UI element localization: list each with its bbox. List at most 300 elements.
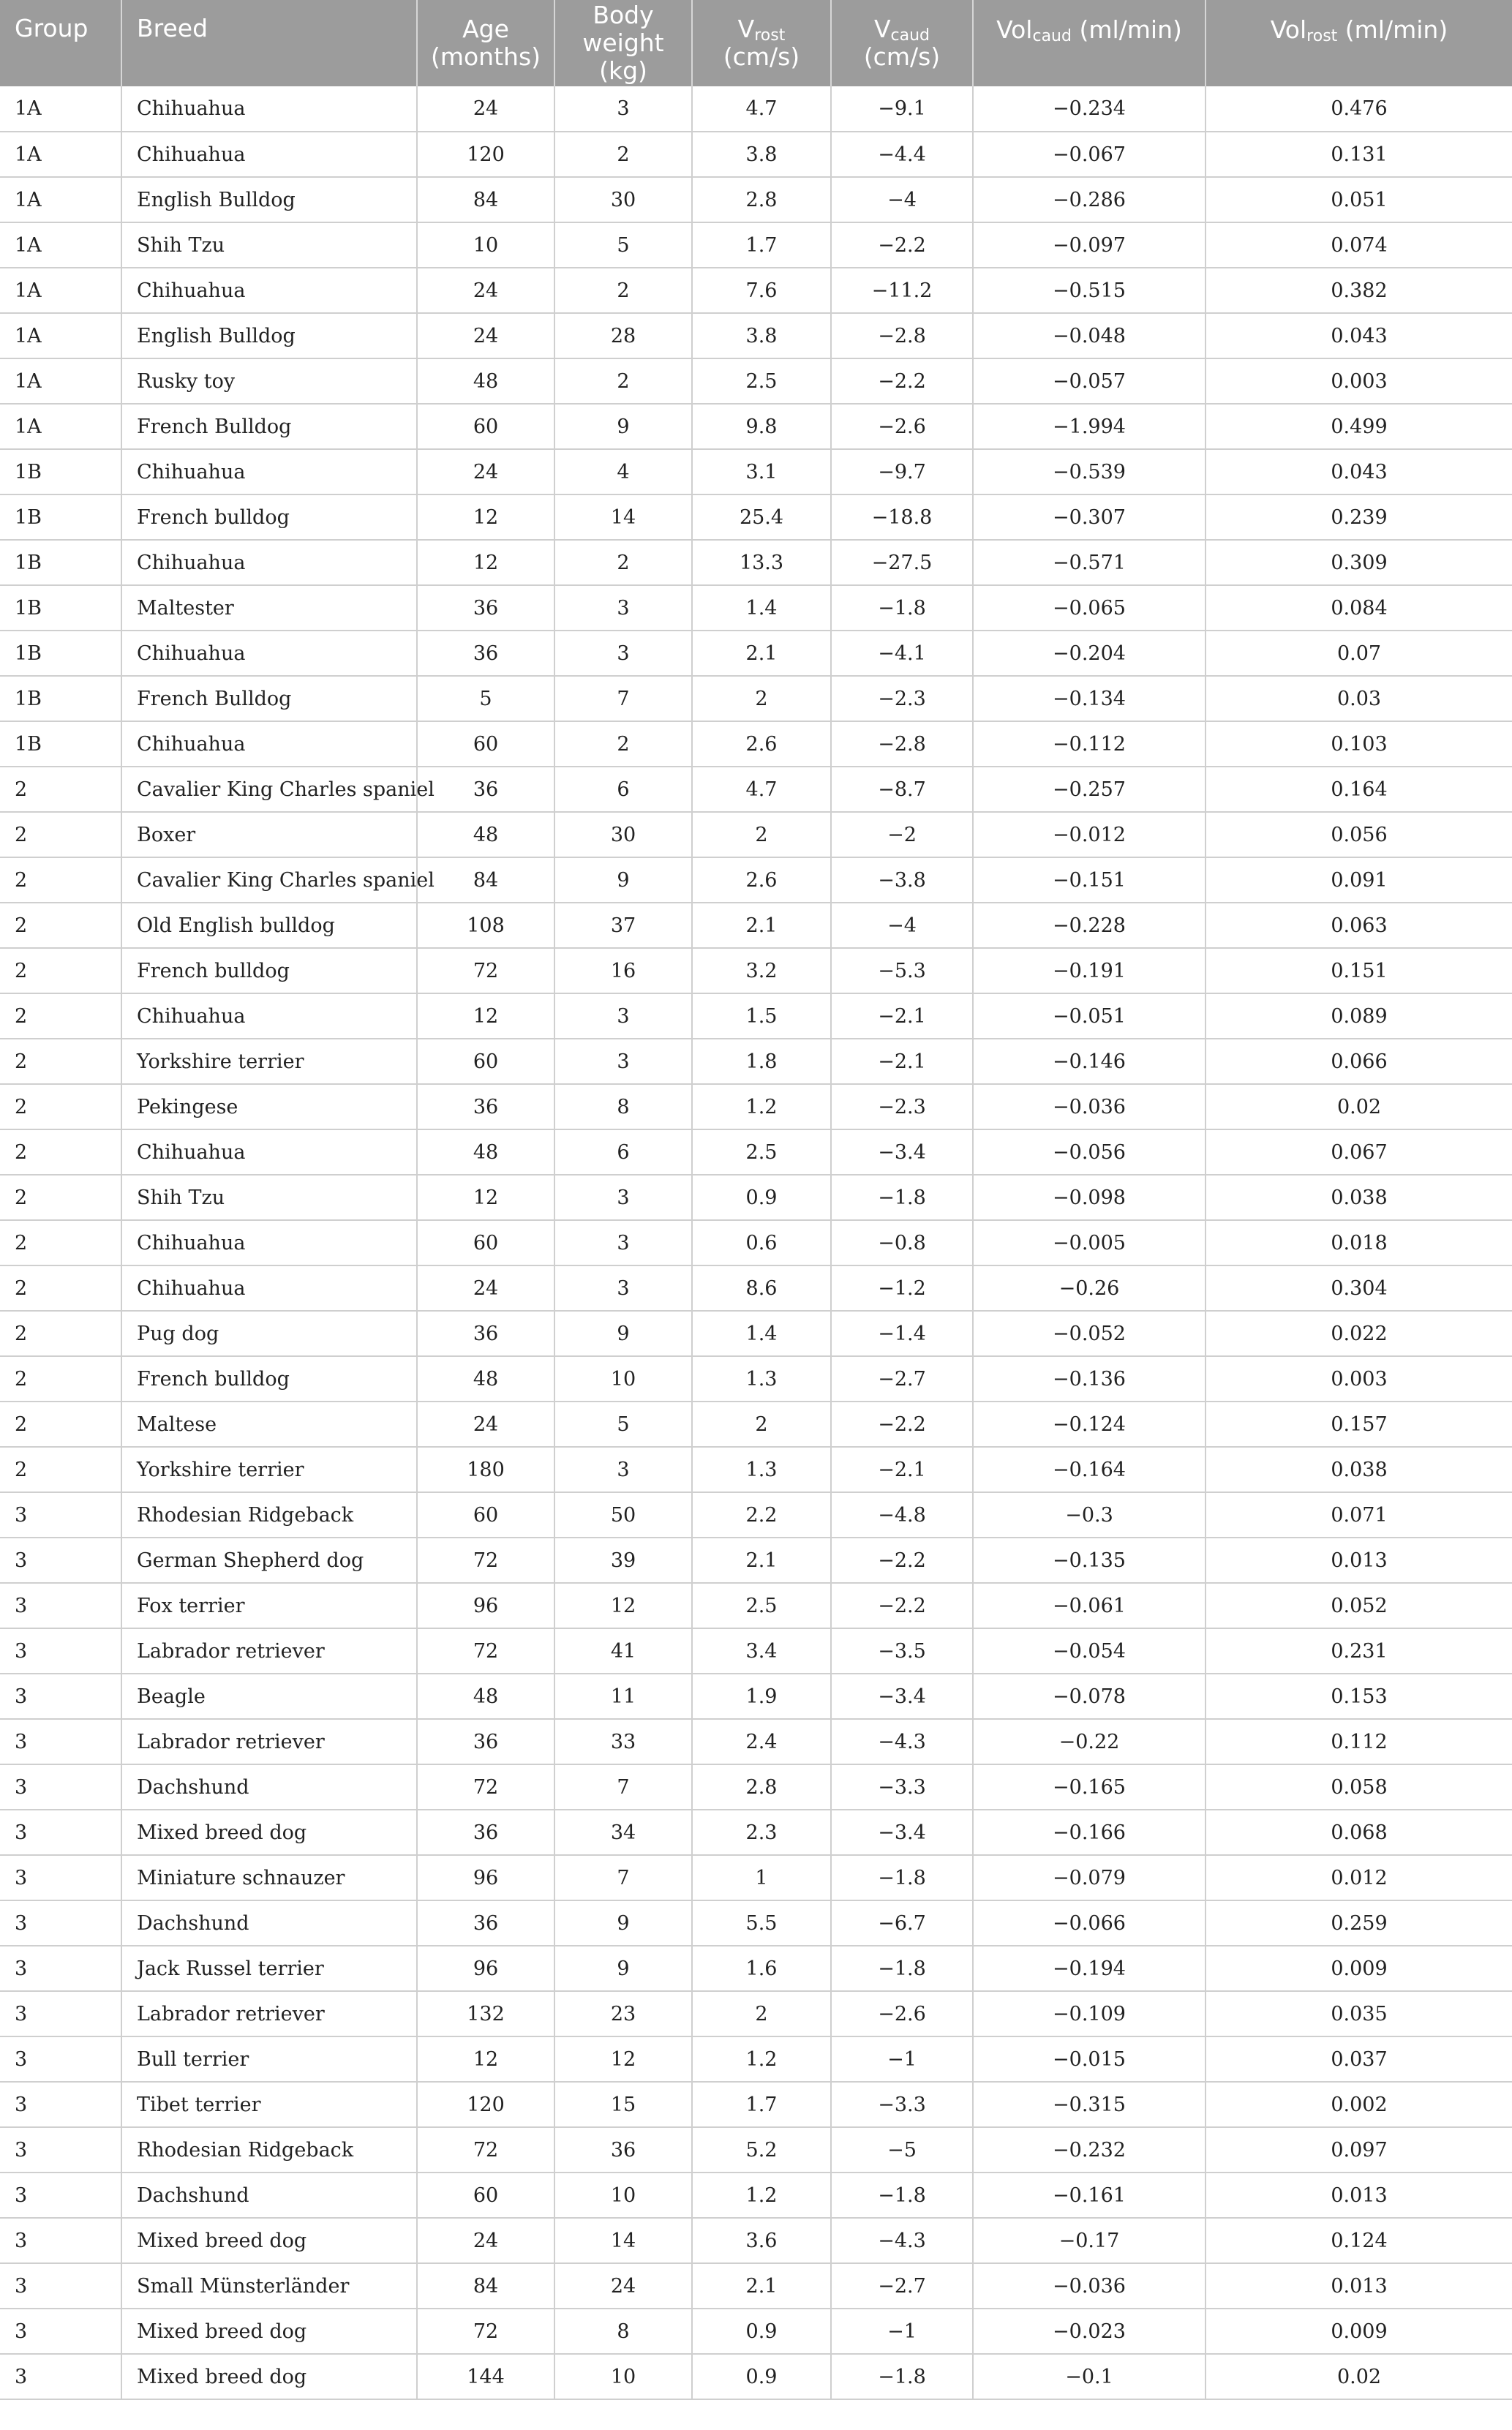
cell-age: 48 — [417, 1356, 554, 1402]
cell-v-caud: −4.3 — [831, 2218, 973, 2263]
header-v-caud-main: V — [873, 15, 891, 43]
cell-v-rost: 5.5 — [692, 1900, 831, 1946]
cell-vol-rost: 0.304 — [1206, 1265, 1512, 1311]
cell-body-weight: 3 — [554, 631, 692, 676]
cell-v-rost: 2.5 — [692, 1583, 831, 1628]
cell-v-caud: −4 — [831, 903, 973, 948]
cell-vol-rost: 0.009 — [1206, 1946, 1512, 1991]
cell-v-rost: 13.3 — [692, 540, 831, 585]
cell-breed: French bulldog — [121, 494, 417, 540]
cell-vol-rost: 0.112 — [1206, 1719, 1512, 1764]
cell-group: 2 — [0, 1175, 121, 1220]
cell-age: 36 — [417, 1900, 554, 1946]
cell-vol-caud: −0.051 — [973, 993, 1206, 1039]
cell-vol-caud: −0.204 — [973, 631, 1206, 676]
cell-vol-caud: −0.067 — [973, 132, 1206, 177]
cell-age: 96 — [417, 1946, 554, 1991]
cell-vol-rost: 0.131 — [1206, 132, 1512, 177]
cell-body-weight: 3 — [554, 993, 692, 1039]
cell-breed: Tibet terrier — [121, 2082, 417, 2127]
cell-vol-caud: −0.191 — [973, 948, 1206, 993]
cell-breed: Mixed breed dog — [121, 2354, 417, 2399]
cell-v-rost: 1.8 — [692, 1039, 831, 1084]
cell-age: 72 — [417, 2309, 554, 2354]
cell-vol-caud: −0.136 — [973, 1356, 1206, 1402]
cell-breed: Jack Russel terrier — [121, 1946, 417, 1991]
cell-vol-caud: −0.109 — [973, 1991, 1206, 2036]
cell-group: 1A — [0, 268, 121, 313]
cell-v-rost: 9.8 — [692, 404, 831, 449]
cell-vol-rost: 0.231 — [1206, 1628, 1512, 1674]
cell-breed: Cavalier King Charles spaniel — [121, 857, 417, 903]
cell-group: 3 — [0, 2263, 121, 2309]
cell-body-weight: 3 — [554, 585, 692, 631]
cell-v-caud: −27.5 — [831, 540, 973, 585]
cell-group: 1B — [0, 631, 121, 676]
cell-group: 2 — [0, 948, 121, 993]
cell-body-weight: 50 — [554, 1492, 692, 1538]
table-row — [0, 1402, 1512, 1447]
cell-vol-caud: −0.056 — [973, 1129, 1206, 1175]
cell-group: 3 — [0, 2309, 121, 2354]
cell-v-rost: 1.2 — [692, 2036, 831, 2082]
cell-body-weight: 14 — [554, 2218, 692, 2263]
cell-body-weight: 9 — [554, 404, 692, 449]
cell-body-weight: 8 — [554, 1084, 692, 1129]
cell-age: 36 — [417, 767, 554, 812]
cell-breed: Chihuahua — [121, 268, 417, 313]
cell-group: 3 — [0, 1674, 121, 1719]
cell-group: 1B — [0, 585, 121, 631]
table-row — [0, 2218, 1512, 2263]
table-row — [0, 1810, 1512, 1855]
cell-body-weight: 9 — [554, 1311, 692, 1356]
table-row — [0, 1946, 1512, 1991]
cell-group: 2 — [0, 1447, 121, 1492]
cell-v-rost: 4.7 — [692, 767, 831, 812]
cell-age: 10 — [417, 222, 554, 268]
cell-breed: French Bulldog — [121, 676, 417, 721]
cell-breed: Shih Tzu — [121, 222, 417, 268]
cell-v-rost: 2.8 — [692, 177, 831, 222]
cell-vol-rost: 0.056 — [1206, 812, 1512, 857]
cell-vol-rost: 0.013 — [1206, 2173, 1512, 2218]
cell-body-weight: 7 — [554, 1855, 692, 1900]
cell-age: 84 — [417, 2263, 554, 2309]
cell-v-rost: 1.5 — [692, 993, 831, 1039]
cell-group: 1B — [0, 540, 121, 585]
cell-vol-caud: −0.079 — [973, 1855, 1206, 1900]
cell-v-rost: 5.2 — [692, 2127, 831, 2173]
cell-group: 1A — [0, 177, 121, 222]
cell-vol-caud: −0.17 — [973, 2218, 1206, 2263]
cell-breed: Maltese — [121, 1402, 417, 1447]
cell-vol-caud: −0.571 — [973, 540, 1206, 585]
cell-body-weight: 3 — [554, 1220, 692, 1265]
cell-v-caud: −2.7 — [831, 2263, 973, 2309]
cell-breed: Rusky toy — [121, 358, 417, 404]
cell-breed: Cavalier King Charles spaniel — [121, 767, 417, 812]
cell-vol-caud: −0.146 — [973, 1039, 1206, 1084]
cell-body-weight: 14 — [554, 494, 692, 540]
header-vol-caud — [973, 0, 1206, 86]
cell-vol-caud: −0.539 — [973, 449, 1206, 494]
cell-breed: Pekingese — [121, 1084, 417, 1129]
cell-breed: Dachshund — [121, 2173, 417, 2218]
cell-age: 60 — [417, 1220, 554, 1265]
cell-group: 3 — [0, 2082, 121, 2127]
header-v-caud — [831, 0, 973, 86]
cell-v-rost: 1.9 — [692, 1674, 831, 1719]
cell-group: 3 — [0, 2218, 121, 2263]
cell-age: 48 — [417, 1129, 554, 1175]
cell-vol-caud: −0.097 — [973, 222, 1206, 268]
cell-v-rost: 2.2 — [692, 1492, 831, 1538]
cell-vol-rost: 0.074 — [1206, 222, 1512, 268]
cell-vol-caud: −0.078 — [973, 1674, 1206, 1719]
cell-v-rost: 3.1 — [692, 449, 831, 494]
cell-vol-caud: −0.515 — [973, 268, 1206, 313]
cell-vol-rost: 0.066 — [1206, 1039, 1512, 1084]
cell-body-weight: 7 — [554, 676, 692, 721]
table-row — [0, 1719, 1512, 1764]
cell-v-caud: −2.2 — [831, 1583, 973, 1628]
cell-age: 5 — [417, 676, 554, 721]
table-row — [0, 358, 1512, 404]
cell-vol-caud: −0.228 — [973, 903, 1206, 948]
cell-age: 36 — [417, 631, 554, 676]
cell-v-rost: 1.7 — [692, 222, 831, 268]
cell-v-caud: −3.5 — [831, 1628, 973, 1674]
cell-vol-rost: 0.003 — [1206, 1356, 1512, 1402]
cell-body-weight: 2 — [554, 132, 692, 177]
cell-age: 48 — [417, 1674, 554, 1719]
cell-body-weight: 36 — [554, 2127, 692, 2173]
cell-age: 48 — [417, 812, 554, 857]
table-row — [0, 494, 1512, 540]
cell-v-caud: −3.8 — [831, 857, 973, 903]
cell-body-weight: 6 — [554, 1129, 692, 1175]
cell-group: 2 — [0, 1402, 121, 1447]
header-vol-caud-sub: caud — [1032, 27, 1072, 45]
table-header — [0, 0, 1512, 86]
header-v-caud-sub: caud — [890, 26, 930, 45]
cell-age: 12 — [417, 2036, 554, 2082]
cell-breed: Dachshund — [121, 1764, 417, 1810]
cell-v-caud: −2.8 — [831, 313, 973, 358]
cell-age: 12 — [417, 1175, 554, 1220]
cell-v-caud: −3.3 — [831, 1764, 973, 1810]
cell-v-rost: 25.4 — [692, 494, 831, 540]
cell-breed: Chihuahua — [121, 540, 417, 585]
cell-v-caud: −2.2 — [831, 1538, 973, 1583]
cell-vol-caud: −0.124 — [973, 1402, 1206, 1447]
cell-vol-caud: −0.165 — [973, 1764, 1206, 1810]
cell-vol-caud: −0.286 — [973, 177, 1206, 222]
cell-breed: Chihuahua — [121, 1265, 417, 1311]
cell-vol-rost: 0.013 — [1206, 2263, 1512, 2309]
cell-vol-rost: 0.058 — [1206, 1764, 1512, 1810]
cell-v-caud: −1.8 — [831, 1855, 973, 1900]
cell-body-weight: 30 — [554, 812, 692, 857]
cell-vol-caud: −0.22 — [973, 1719, 1206, 1764]
cell-age: 36 — [417, 585, 554, 631]
cell-vol-rost: 0.499 — [1206, 404, 1512, 449]
cell-v-rost: 1.4 — [692, 1311, 831, 1356]
cell-v-rost: 2.1 — [692, 2263, 831, 2309]
cell-group: 2 — [0, 1220, 121, 1265]
cell-age: 60 — [417, 1492, 554, 1538]
cell-v-caud: −9.1 — [831, 86, 973, 132]
cell-breed: Labrador retriever — [121, 1628, 417, 1674]
table-row — [0, 177, 1512, 222]
cell-v-caud: −8.7 — [831, 767, 973, 812]
cell-vol-caud: −0.1 — [973, 2354, 1206, 2399]
cell-age: 36 — [417, 1084, 554, 1129]
cell-breed: Beagle — [121, 1674, 417, 1719]
table-row — [0, 812, 1512, 857]
cell-v-caud: −1.8 — [831, 2173, 973, 2218]
cell-body-weight: 16 — [554, 948, 692, 993]
cell-vol-caud: −0.234 — [973, 86, 1206, 132]
cell-breed: English Bulldog — [121, 177, 417, 222]
table-row — [0, 2354, 1512, 2399]
cell-breed: Chihuahua — [121, 449, 417, 494]
cell-body-weight: 2 — [554, 268, 692, 313]
cell-vol-caud: −0.151 — [973, 857, 1206, 903]
cell-group: 2 — [0, 1084, 121, 1129]
cell-age: 180 — [417, 1447, 554, 1492]
cell-v-rost: 1.2 — [692, 1084, 831, 1129]
cell-breed: Chihuahua — [121, 631, 417, 676]
header-v-rost-sub: rost — [754, 26, 786, 45]
cell-body-weight: 28 — [554, 313, 692, 358]
table-body — [0, 86, 1512, 2399]
cell-group: 3 — [0, 2173, 121, 2218]
table-row — [0, 86, 1512, 132]
cell-vol-caud: −0.023 — [973, 2309, 1206, 2354]
header-v-rost-unit: (cm/s) — [723, 42, 800, 71]
cell-group: 2 — [0, 1356, 121, 1402]
cell-breed: Miniature schnauzer — [121, 1855, 417, 1900]
header-body-weight: Body weight (kg) — [554, 0, 692, 86]
cell-body-weight: 3 — [554, 1447, 692, 1492]
cell-v-caud: −3.4 — [831, 1129, 973, 1175]
table-row — [0, 449, 1512, 494]
cell-breed: Rhodesian Ridgeback — [121, 1492, 417, 1538]
cell-vol-caud: −0.057 — [973, 358, 1206, 404]
cell-vol-rost: 0.089 — [1206, 993, 1512, 1039]
cell-v-caud: −1 — [831, 2036, 973, 2082]
cell-v-rost: 2.1 — [692, 1538, 831, 1583]
cell-vol-rost: 0.038 — [1206, 1447, 1512, 1492]
cell-age: 24 — [417, 449, 554, 494]
cell-age: 96 — [417, 1583, 554, 1628]
cell-v-rost: 0.9 — [692, 1175, 831, 1220]
table-row — [0, 1084, 1512, 1129]
cell-body-weight: 5 — [554, 1402, 692, 1447]
table-row — [0, 1991, 1512, 2036]
table-row — [0, 857, 1512, 903]
table-row — [0, 1855, 1512, 1900]
cell-vol-rost: 0.03 — [1206, 676, 1512, 721]
cell-vol-rost: 0.476 — [1206, 86, 1512, 132]
cell-body-weight: 12 — [554, 2036, 692, 2082]
cell-v-rost: 3.8 — [692, 132, 831, 177]
cell-vol-rost: 0.091 — [1206, 857, 1512, 903]
cell-vol-caud: −0.036 — [973, 1084, 1206, 1129]
table-row — [0, 1628, 1512, 1674]
cell-vol-rost: 0.151 — [1206, 948, 1512, 993]
cell-group: 1A — [0, 222, 121, 268]
cell-group: 3 — [0, 1991, 121, 2036]
table-row — [0, 1129, 1512, 1175]
cell-vol-caud: −0.065 — [973, 585, 1206, 631]
cell-v-caud: −3.3 — [831, 2082, 973, 2127]
cell-vol-rost: 0.003 — [1206, 358, 1512, 404]
cell-age: 24 — [417, 313, 554, 358]
cell-vol-rost: 0.051 — [1206, 177, 1512, 222]
cell-v-caud: −1.4 — [831, 1311, 973, 1356]
cell-group: 3 — [0, 2354, 121, 2399]
cell-body-weight: 4 — [554, 449, 692, 494]
header-vol-caud-unit: (ml/min) — [1079, 15, 1182, 44]
cell-group: 1A — [0, 132, 121, 177]
cell-age: 24 — [417, 268, 554, 313]
cell-age: 36 — [417, 1719, 554, 1764]
cell-body-weight: 34 — [554, 1810, 692, 1855]
table-row — [0, 1356, 1512, 1402]
cell-breed: Small Münsterländer — [121, 2263, 417, 2309]
cell-v-caud: −2.2 — [831, 1402, 973, 1447]
cell-body-weight: 37 — [554, 903, 692, 948]
cell-vol-rost: 0.002 — [1206, 2082, 1512, 2127]
cell-vol-caud: −1.994 — [973, 404, 1206, 449]
cell-group: 3 — [0, 1719, 121, 1764]
cell-breed: Chihuahua — [121, 1129, 417, 1175]
cell-vol-caud: −0.005 — [973, 1220, 1206, 1265]
cell-breed: Mixed breed dog — [121, 2309, 417, 2354]
table-row — [0, 1900, 1512, 1946]
cell-breed: Old English bulldog — [121, 903, 417, 948]
cell-body-weight: 39 — [554, 1538, 692, 1583]
cell-group: 3 — [0, 2036, 121, 2082]
cell-vol-caud: −0.098 — [973, 1175, 1206, 1220]
cell-vol-caud: −0.3 — [973, 1492, 1206, 1538]
header-v-caud-unit: (cm/s) — [863, 42, 941, 71]
cell-breed: Chihuahua — [121, 132, 417, 177]
cell-v-rost: 3.8 — [692, 313, 831, 358]
header-vol-caud-main: Vol — [996, 15, 1033, 44]
cell-age: 72 — [417, 1764, 554, 1810]
cell-breed: German Shepherd dog — [121, 1538, 417, 1583]
table-row — [0, 1583, 1512, 1628]
cell-group: 2 — [0, 903, 121, 948]
cell-vol-caud: −0.054 — [973, 1628, 1206, 1674]
cell-age: 24 — [417, 1402, 554, 1447]
cell-group: 1B — [0, 676, 121, 721]
cell-vol-rost: 0.124 — [1206, 2218, 1512, 2263]
cell-breed: Shih Tzu — [121, 1175, 417, 1220]
cell-v-caud: −5.3 — [831, 948, 973, 993]
cell-group: 3 — [0, 2127, 121, 2173]
table-row — [0, 1538, 1512, 1583]
cell-age: 96 — [417, 1855, 554, 1900]
cell-vol-rost: 0.239 — [1206, 494, 1512, 540]
cell-v-rost: 2.6 — [692, 721, 831, 767]
cell-body-weight: 10 — [554, 1356, 692, 1402]
cell-vol-caud: −0.194 — [973, 1946, 1206, 1991]
cell-v-caud: −4.4 — [831, 132, 973, 177]
table-row — [0, 1220, 1512, 1265]
cell-vol-rost: 0.164 — [1206, 767, 1512, 812]
header-vol-rost-main: Vol — [1270, 15, 1307, 44]
cell-group: 1A — [0, 358, 121, 404]
cell-vol-rost: 0.259 — [1206, 1900, 1512, 1946]
table-row — [0, 1764, 1512, 1810]
cell-age: 12 — [417, 540, 554, 585]
table-row — [0, 631, 1512, 676]
cell-v-rost: 7.6 — [692, 268, 831, 313]
cell-v-rost: 0.9 — [692, 2354, 831, 2399]
cell-vol-rost: 0.009 — [1206, 2309, 1512, 2354]
cell-body-weight: 3 — [554, 1175, 692, 1220]
header-vol-rost-unit: (ml/min) — [1344, 15, 1448, 44]
cell-vol-caud: −0.112 — [973, 721, 1206, 767]
cell-breed: Labrador retriever — [121, 1719, 417, 1764]
cell-v-rost: 2.5 — [692, 358, 831, 404]
cell-age: 120 — [417, 132, 554, 177]
cell-v-rost: 2 — [692, 1402, 831, 1447]
cell-breed: Chihuahua — [121, 721, 417, 767]
cell-body-weight: 2 — [554, 540, 692, 585]
cell-age: 60 — [417, 721, 554, 767]
cell-vol-caud: −0.135 — [973, 1538, 1206, 1583]
cell-group: 2 — [0, 1039, 121, 1084]
cell-v-rost: 1.3 — [692, 1356, 831, 1402]
table-row — [0, 993, 1512, 1039]
cell-vol-rost: 0.013 — [1206, 1538, 1512, 1583]
cell-age: 84 — [417, 177, 554, 222]
cell-v-rost: 0.9 — [692, 2309, 831, 2354]
cell-v-caud: −2.7 — [831, 1356, 973, 1402]
cell-v-caud: −1.8 — [831, 1946, 973, 1991]
table-row — [0, 313, 1512, 358]
cell-v-rost: 1.3 — [692, 1447, 831, 1492]
cell-vol-caud: −0.066 — [973, 1900, 1206, 1946]
cell-age: 120 — [417, 2082, 554, 2127]
cell-v-caud: −2.2 — [831, 358, 973, 404]
cell-group: 1B — [0, 721, 121, 767]
table-row — [0, 2082, 1512, 2127]
cell-v-rost: 3.2 — [692, 948, 831, 993]
cell-breed: Boxer — [121, 812, 417, 857]
cell-group: 1A — [0, 313, 121, 358]
cell-breed: Chihuahua — [121, 993, 417, 1039]
cell-v-caud: −2.3 — [831, 676, 973, 721]
cell-body-weight: 41 — [554, 1628, 692, 1674]
cell-group: 3 — [0, 1492, 121, 1538]
cell-age: 24 — [417, 2218, 554, 2263]
table-row — [0, 1311, 1512, 1356]
cell-v-rost: 4.7 — [692, 86, 831, 132]
cell-group: 2 — [0, 857, 121, 903]
cell-vol-caud: −0.048 — [973, 313, 1206, 358]
cell-v-caud: −6.7 — [831, 1900, 973, 1946]
table-row — [0, 222, 1512, 268]
table-row — [0, 1674, 1512, 1719]
header-vol-rost-sub: rost — [1306, 27, 1338, 45]
